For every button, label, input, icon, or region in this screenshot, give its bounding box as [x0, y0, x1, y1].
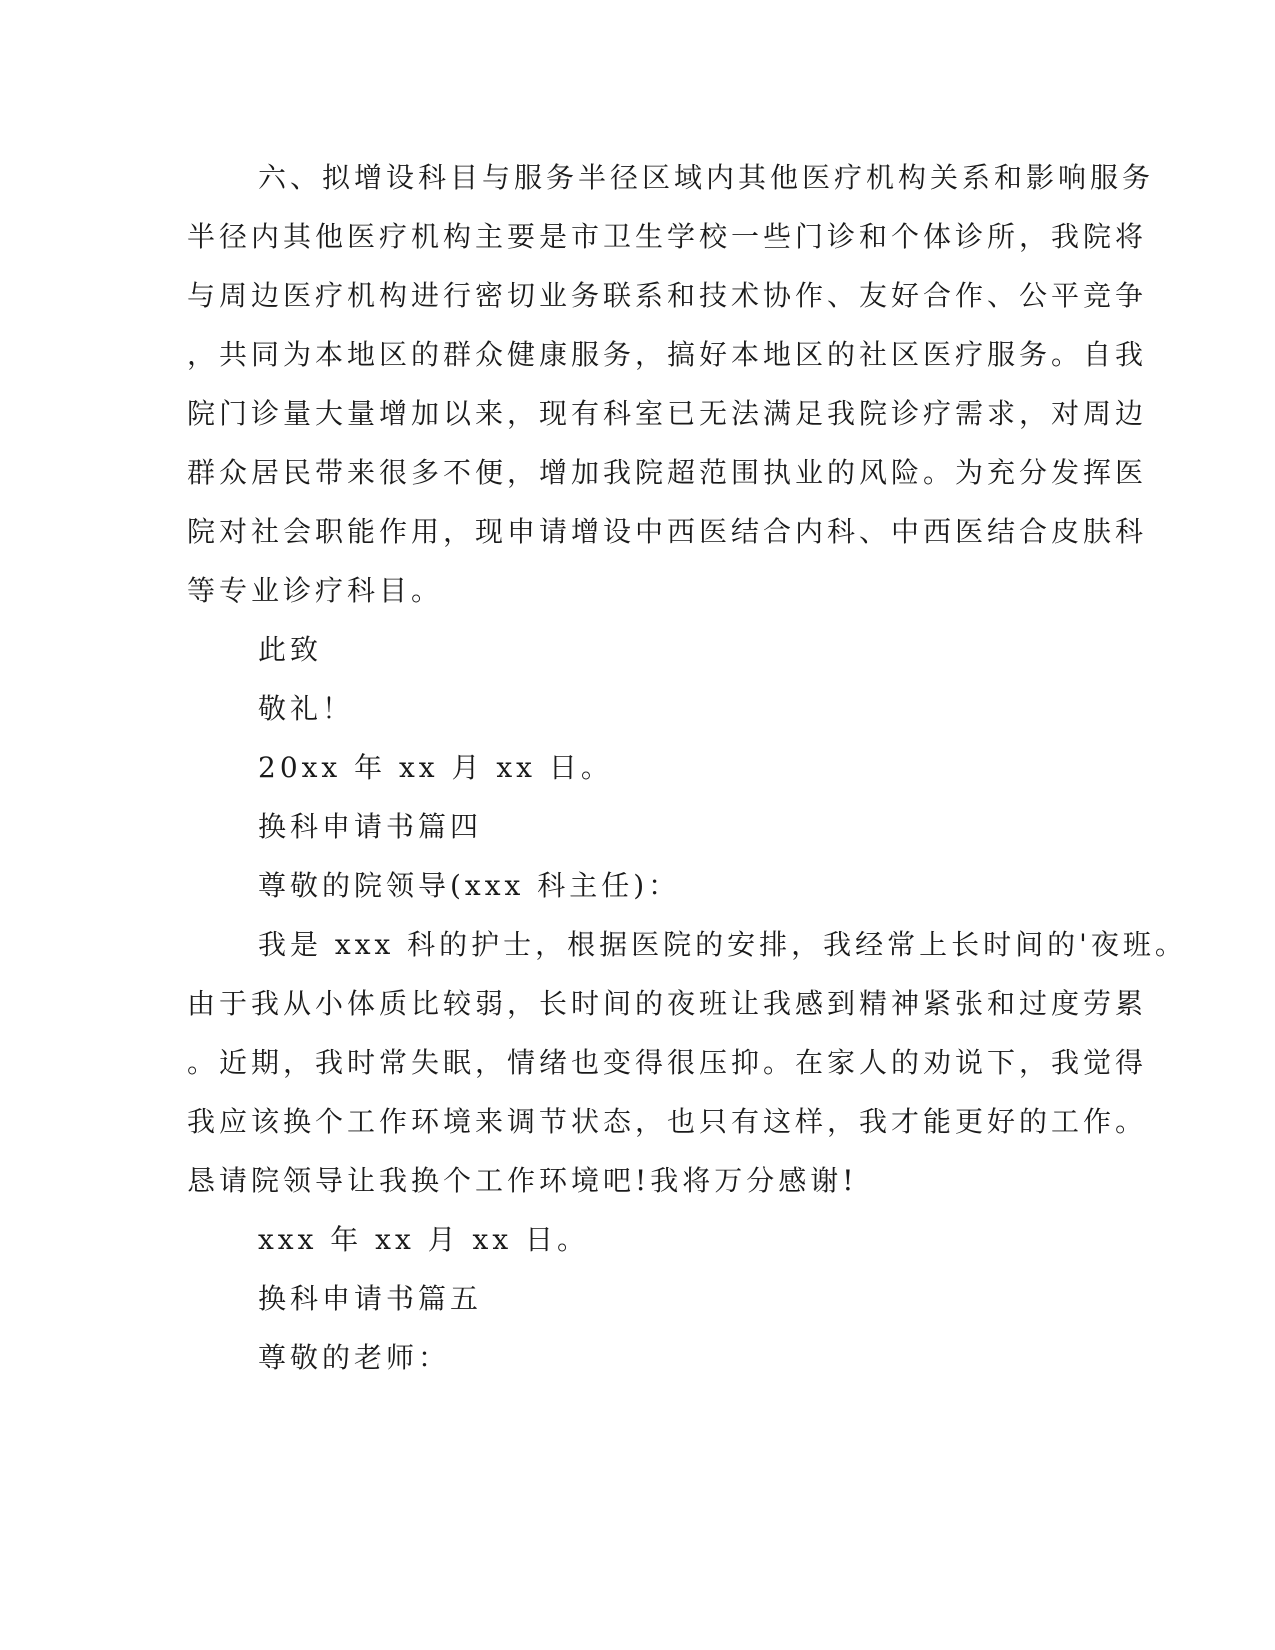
paragraph-line: 恳请院领导让我换个工作环境吧!我将万分感谢! [187, 1164, 858, 1197]
paragraph-line: 等专业诊疗科目。 [187, 574, 444, 607]
paragraph-line: ，共同为本地区的群众健康服务，搞好本地区的社区医疗服务。自我 [187, 338, 1148, 371]
paragraph-line: 半径内其他医疗机构主要是市卫生学校一些门诊和个体诊所，我院将 [187, 220, 1148, 253]
paragraph-line: 院门诊量大量增加以来，现有科室已无法满足我院诊疗需求，对周边 [187, 397, 1148, 430]
salutation-line: 此致 [258, 633, 323, 666]
paragraph-line: 。近期，我时常失眠，情绪也变得很压抑。在家人的劝说下，我觉得 [187, 1046, 1148, 1079]
paragraph-line: 六、拟增设科目与服务半径区域内其他医疗机构关系和影响服务 [258, 161, 1155, 194]
date-line: xxx 年 xx 月 xx 日。 [258, 1223, 590, 1256]
closing-line: 敬礼！ [258, 692, 355, 725]
section-heading: 换科申请书篇四 [258, 810, 483, 843]
paragraph-line: 与周边医疗机构进行密切业务联系和技术协作、友好合作、公平竞争 [187, 279, 1148, 312]
date-line: 20xx 年 xx 月 xx 日。 [258, 751, 613, 784]
section-heading: 换科申请书篇五 [258, 1282, 483, 1315]
paragraph-line: 群众居民带来很多不便，增加我院超范围执业的风险。为充分发挥医 [187, 456, 1148, 489]
paragraph-line: 院对社会职能作用，现申请增设中西医结合内科、中西医结合皮肤科 [187, 515, 1148, 548]
paragraph-line: 由于我从小体质比较弱，长时间的夜班让我感到精神紧张和过度劳累 [187, 987, 1148, 1020]
paragraph-line: 我是 xxx 科的护士，根据医院的安排，我经常上长时间的'夜班。 [258, 928, 1187, 961]
addressee-line: 尊敬的老师： [258, 1341, 451, 1374]
paragraph-line: 我应该换个工作环境来调节状态，也只有这样，我才能更好的工作。 [187, 1105, 1148, 1138]
addressee-line: 尊敬的院领导(xxx 科主任)： [258, 869, 681, 902]
